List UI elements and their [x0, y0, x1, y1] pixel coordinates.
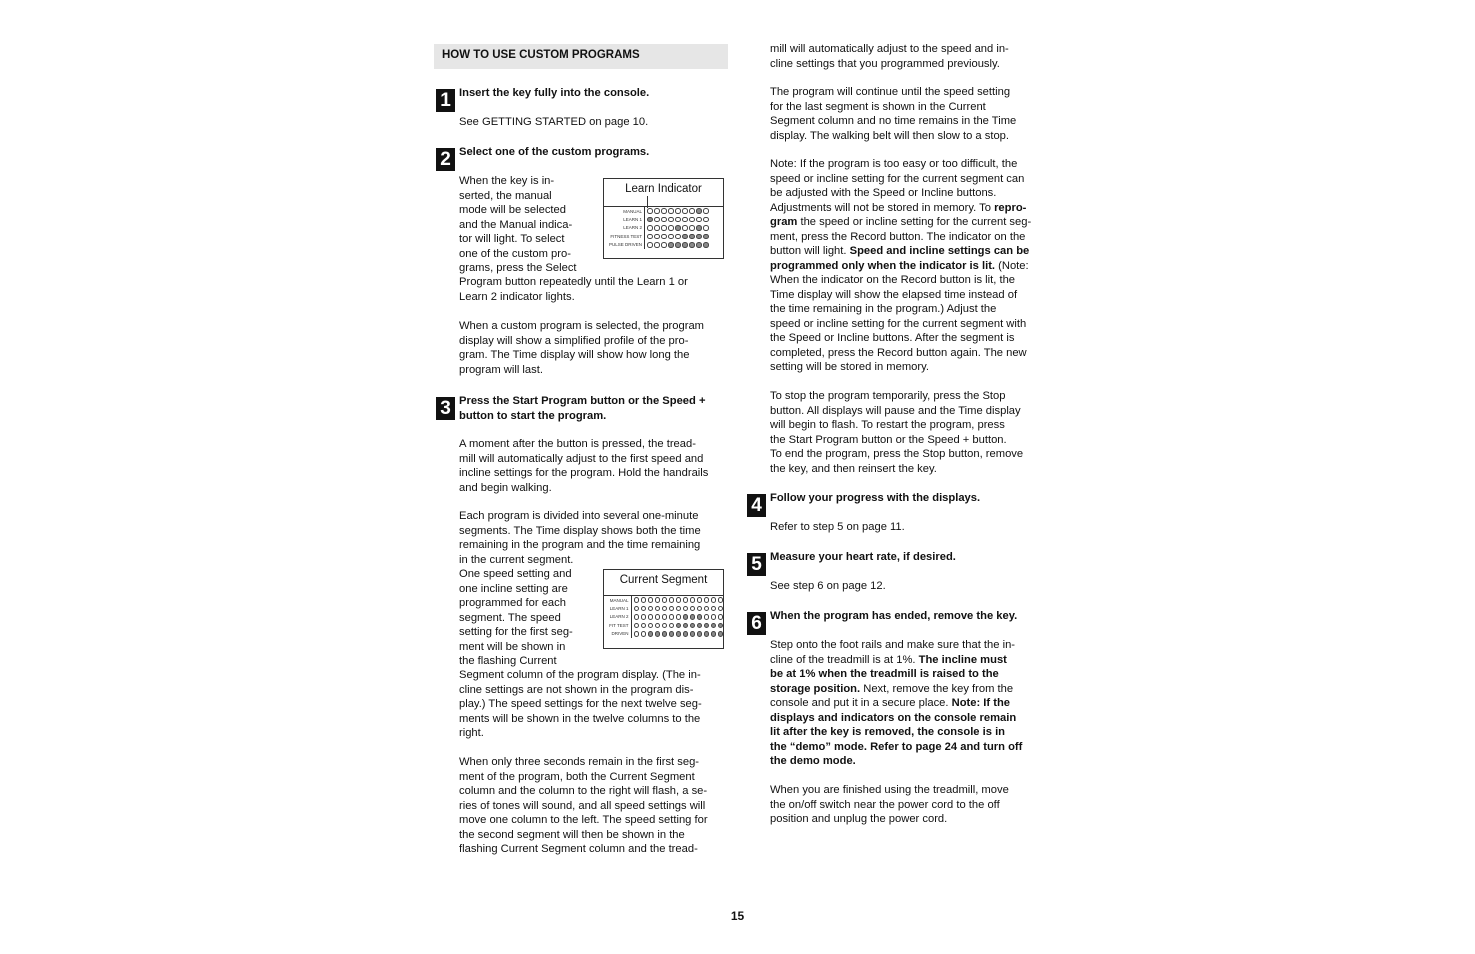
learn-indicator-grid — [604, 206, 723, 258]
step-3-number: 3 — [436, 397, 455, 420]
learn-indicator-row — [604, 232, 723, 240]
learn-indicator-dot — [696, 217, 702, 223]
current-segment-row-label: LEARN 1 — [609, 606, 629, 612]
current-segment-dot — [718, 623, 724, 629]
learn-indicator-dot — [689, 208, 695, 214]
learn-indicator-row — [604, 224, 723, 232]
learn-indicator-row-label: PULSE DRIVEN — [608, 242, 642, 248]
current-segment-dot — [690, 631, 696, 637]
learn-indicator-dot — [689, 217, 695, 223]
right-para-4: To stop the program temporarily, press the Stop button. All displays will pause and the Time display will begin to flash. To restart the program, press the Start Program button or the Speed + button. To end the program, press the Stop button, remove the key, and then reinsert the key. — [770, 390, 1024, 475]
learn-indicator-row — [604, 215, 723, 223]
learn-indicator-dot — [703, 234, 709, 240]
learn-indicator-dot — [689, 234, 695, 240]
learn-indicator-dot — [689, 242, 695, 248]
step-6-body-d: Note: If the displays and indicators on the console remain lit after the key is removed, the console is in the “demo” mode. Refer to page 24 and turn off the demo mode. — [770, 697, 1023, 767]
learn-indicator-title: Learn Indicator — [625, 183, 702, 195]
current-segment-row — [604, 604, 723, 612]
current-segment-dot — [662, 631, 668, 637]
current-segment-dot — [704, 614, 710, 620]
current-segment-row — [604, 596, 723, 604]
step-5-number: 5 — [747, 553, 766, 576]
current-segment-row-label: LEARN 2 — [609, 614, 629, 620]
step-2-title: Select one of the custom programs. — [459, 146, 650, 158]
learn-indicator-dot — [668, 208, 674, 214]
learn-indicator-dot — [682, 225, 688, 231]
current-segment-dot — [718, 597, 724, 603]
learn-indicator-dot — [647, 225, 653, 231]
current-segment-dot — [676, 606, 682, 612]
learn-indicator-dot — [696, 225, 702, 231]
current-segment-dot — [655, 623, 661, 629]
current-segment-dot — [718, 606, 724, 612]
step-3-body-a: A moment after the button is pressed, the tread- mill will automatically adjust to the first speed and incline settings for the program. Hold the handrails and begin walking. — [459, 438, 709, 494]
section-header — [434, 44, 728, 69]
learn-indicator-dot — [675, 242, 681, 248]
current-segment-dot — [718, 631, 724, 637]
learn-indicator-dot — [696, 242, 702, 248]
learn-indicator-row-label: FITNESS TEST — [610, 233, 642, 239]
current-segment-figure — [603, 569, 724, 649]
learn-indicator-dot — [689, 225, 695, 231]
learn-indicator-dot — [647, 208, 653, 214]
step-6-body — [770, 638, 1045, 769]
current-segment-dot — [676, 614, 682, 620]
current-segment-dot — [697, 623, 703, 629]
current-segment-row — [604, 630, 723, 638]
current-segment-row — [604, 613, 723, 621]
current-segment-dot — [676, 623, 682, 629]
learn-indicator-dot — [703, 217, 709, 223]
learn-indicator-figure — [603, 178, 724, 259]
learn-indicator-dot — [654, 217, 660, 223]
step-6-title: When the program has ended, remove the key. — [770, 610, 1018, 622]
right-para-1: mill will automatically adjust to the speed and in- cline settings that you programmed previously. — [770, 43, 1009, 70]
current-segment-dot — [634, 631, 640, 637]
step-2-body-b: Program button repeatedly until the Learn 1 or Learn 2 indicator lights. — [459, 276, 688, 303]
current-segment-dot — [662, 597, 668, 603]
current-segment-dot — [662, 623, 668, 629]
current-segment-dot — [648, 631, 654, 637]
step-6-body-e: When you are finished using the treadmill, move the on/off switch near the power cord to the off position and unplug the power cord. — [770, 784, 1009, 825]
step-1-title: Insert the key fully into the console. — [459, 87, 650, 99]
learn-indicator-dot — [654, 208, 660, 214]
current-segment-row-label: MANUAL — [609, 597, 629, 603]
current-segment-dot — [641, 606, 647, 612]
learn-indicator-row — [604, 207, 723, 215]
learn-indicator-dot — [661, 234, 667, 240]
current-segment-dot — [683, 614, 689, 620]
step-4-number: 4 — [747, 494, 766, 517]
current-segment-row-label: DRIVEN — [611, 631, 629, 637]
current-segment-dot — [641, 614, 647, 620]
current-segment-dot — [683, 623, 689, 629]
current-segment-dot — [634, 606, 640, 612]
current-segment-dot — [711, 614, 717, 620]
learn-indicator-dot — [647, 242, 653, 248]
current-segment-dot — [690, 623, 696, 629]
step-4-title: Follow your progress with the displays. — [770, 492, 981, 504]
current-segment-dot — [648, 597, 654, 603]
current-segment-dot — [690, 597, 696, 603]
current-segment-row-label: FIT TEST — [609, 622, 629, 628]
current-segment-dot — [648, 623, 654, 629]
current-segment-row — [604, 621, 723, 629]
current-segment-dot — [676, 597, 682, 603]
current-segment-dot — [676, 631, 682, 637]
current-segment-dot — [704, 597, 710, 603]
step-2-body-c: When a custom program is selected, the program display will show a simplified profile of the pro- gram. The Time display will show how long the program will last. — [459, 320, 704, 376]
step-3-body-b: Each program is divided into several one-minute segments. The Time display shows both the time remaining in the program and the time remaining in the current segment. — [459, 510, 701, 566]
current-segment-dot — [697, 631, 703, 637]
step-2-body-a: When the key is in- serted, the manual mode will be selected and the Manual indica- tor will light. To select one of the custom pro- grams, press the Select — [459, 175, 577, 274]
current-segment-dot — [711, 606, 717, 612]
current-segment-dot — [662, 606, 668, 612]
current-segment-dot — [655, 597, 661, 603]
right-para-3-c: the speed or incline setting for the current seg- ment, press the Record button. The indicator on the button will light. — [770, 216, 1032, 257]
learn-indicator-dot — [696, 208, 702, 214]
current-segment-dot — [669, 606, 675, 612]
current-segment-dot — [662, 614, 668, 620]
learn-indicator-dot — [661, 208, 667, 214]
learn-indicator-dot — [675, 234, 681, 240]
learn-indicator-dot — [703, 242, 709, 248]
current-segment-dot — [648, 614, 654, 620]
learn-indicator-dot — [703, 208, 709, 214]
step-5-body: See step 6 on page 12. — [770, 580, 886, 592]
step-3-body-e: When only three seconds remain in the first seg- ment of the program, both the Current Segment column and the column to the right will flash, a se- ries of tones will sound, and all speed settings will move one column to the left. The speed setting for the second segment will then be shown in the flashing Current Segment column and the tread- — [459, 756, 708, 855]
learn-indicator-dot — [661, 242, 667, 248]
current-segment-dot — [634, 614, 640, 620]
current-segment-dot — [704, 623, 710, 629]
current-segment-dot — [683, 606, 689, 612]
current-segment-dot — [655, 614, 661, 620]
step-3-body-c: One speed setting and one incline setting are programmed for each segment. The speed setting for the first seg- ment will be shown in the flashing Current — [459, 568, 573, 667]
current-segment-dot — [683, 631, 689, 637]
current-segment-title: Current Segment — [619, 574, 708, 586]
current-segment-dot — [669, 614, 675, 620]
step-4-body: Refer to step 5 on page 11. — [770, 521, 905, 533]
current-segment-grid — [604, 595, 723, 648]
step-2-number: 2 — [436, 148, 455, 171]
learn-indicator-dot — [703, 225, 709, 231]
right-para-3-b: repro- gram — [770, 201, 1027, 228]
step-1-number: 1 — [436, 89, 455, 112]
learn-indicator-dot — [661, 217, 667, 223]
section-header-title: HOW TO USE CUSTOM PROGRAMS — [442, 49, 640, 61]
learn-indicator-dot — [654, 234, 660, 240]
current-segment-dot — [641, 597, 647, 603]
learn-indicator-row-label: LEARN 1 — [623, 217, 642, 223]
learn-indicator-row-label: MANUAL — [623, 208, 642, 214]
current-segment-dot — [697, 614, 703, 620]
current-segment-dot — [655, 631, 661, 637]
current-segment-dot — [634, 597, 640, 603]
learn-indicator-dot — [682, 242, 688, 248]
learn-indicator-dot — [675, 217, 681, 223]
current-segment-dot — [683, 597, 689, 603]
learn-indicator-dot — [661, 225, 667, 231]
current-segment-dot — [718, 614, 724, 620]
current-segment-dot — [641, 623, 647, 629]
right-para-3-a: Note: If the program is too easy or too difficult, the speed or incline setting for the current segment can be adjusted with the Speed or Incline buttons. Adjustments will not be stored in memory. To — [770, 158, 1025, 214]
learn-indicator-dot — [668, 234, 674, 240]
step-6-body-b: The incline must be at 1% when the treadmill is raised to the storage position. — [770, 653, 1007, 695]
current-segment-dot — [704, 631, 710, 637]
current-segment-dot — [711, 597, 717, 603]
learn-indicator-dot — [647, 217, 653, 223]
learn-indicator-row-label: LEARN 2 — [623, 225, 642, 231]
page-number: 15 — [730, 909, 745, 923]
current-segment-dot — [711, 631, 717, 637]
learn-indicator-dot — [668, 225, 674, 231]
current-segment-dot — [648, 606, 654, 612]
current-segment-dot — [669, 631, 675, 637]
current-segment-dot — [655, 606, 661, 612]
learn-indicator-dot — [682, 217, 688, 223]
learn-indicator-dot — [675, 208, 681, 214]
right-para-3-e: (Note: When the indicator on the Record button is lit, the Time display will show the elapsed time instead of the time remaining in the program.) Adjust the speed or incline setting for the current segment with the Speed or Incline buttons. After the segment is completed, press the Record button again. The new setting will be stored in memory. — [770, 259, 1029, 373]
current-segment-dot — [711, 623, 717, 629]
current-segment-dot — [697, 597, 703, 603]
right-para-3-d: Speed and incline settings can be programmed only when the indicator is lit. — [770, 245, 1030, 272]
step-5-title: Measure your heart rate, if desired. — [770, 551, 956, 563]
step-3-title: Press the Start Program button or the Speed + button to start the program. — [459, 395, 706, 422]
current-segment-dot — [634, 623, 640, 629]
learn-indicator-dot — [668, 242, 674, 248]
current-segment-dot — [697, 606, 703, 612]
learn-indicator-dot — [675, 225, 681, 231]
step-6-number: 6 — [747, 612, 766, 635]
right-para-3 — [770, 157, 1045, 375]
current-segment-dot — [704, 606, 710, 612]
right-para-2: The program will continue until the speed setting for the last segment is shown in the Current Segment column and no time remains in the Time display. The walking belt will then slow to a stop. — [770, 86, 1017, 142]
step-6-body-c: Next, remove the key from the console and put it in a secure place. — [770, 682, 1014, 709]
learn-indicator-dot — [654, 242, 660, 248]
current-segment-dot — [641, 631, 647, 637]
learn-indicator-row — [604, 241, 723, 249]
current-segment-dot — [690, 606, 696, 612]
step-1-body: See GETTING STARTED on page 10. — [459, 116, 649, 128]
learn-indicator-dot — [647, 234, 653, 240]
current-segment-dot — [669, 623, 675, 629]
current-segment-dot — [669, 597, 675, 603]
learn-indicator-dot — [682, 208, 688, 214]
learn-indicator-dot — [654, 225, 660, 231]
learn-indicator-dot — [696, 234, 702, 240]
current-segment-dot — [690, 614, 696, 620]
learn-indicator-dot — [668, 217, 674, 223]
step-3-body-d: Segment column of the program display. (The in- cline settings are not shown in the program dis- play.) The speed settings for the next twelve seg- ments will be shown in the twelve columns to the right. — [459, 669, 702, 739]
learn-indicator-dot — [682, 234, 688, 240]
step-6-body-a: Step onto the foot rails and make sure that the in- cline of the treadmill is at 1%. — [770, 639, 1016, 666]
